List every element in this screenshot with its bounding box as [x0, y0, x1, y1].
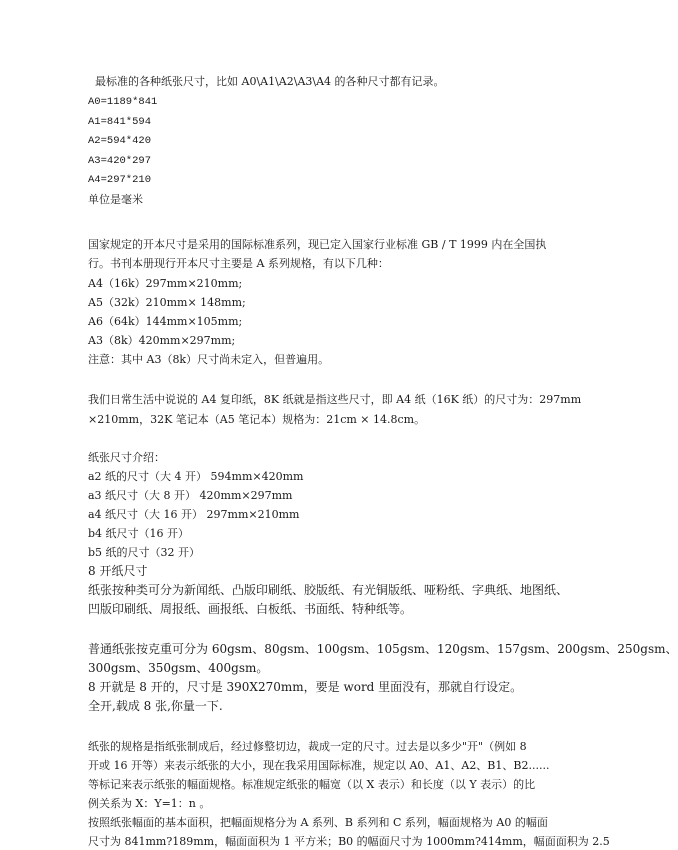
paragraph-line: 按照纸张幅面的基本面积，把幅面规格分为 A 系列、B 系列和 C 系列，幅面规格为 A0 的幅面	[88, 816, 548, 829]
list-item: b4 纸尺寸（16 开）	[88, 527, 190, 540]
note-text: 注意：其中 A3（8k）尺寸尚未定入，但普遍用。	[88, 353, 330, 366]
list-item: 8 开纸尺寸	[88, 564, 148, 578]
paragraph-line: ×210mm，32K 笔记本（A5 笔记本）规格为：21cm × 14.8cm。	[88, 413, 426, 426]
section-heading: 纸张尺寸介绍：	[88, 451, 165, 464]
list-item: A4（16k）297mm×210mm;	[88, 277, 243, 290]
list-item: a2 纸的尺寸（大 4 开） 594mm×420mm	[88, 470, 304, 483]
list-item: a3 纸尺寸（大 8 开） 420mm×297mm	[88, 489, 293, 502]
list-item: A3（8k）420mm×297mm;	[88, 334, 236, 347]
list-item: b5 纸的尺寸（32 开）	[88, 546, 201, 559]
list-item: A6（64k）144mm×105mm;	[88, 315, 243, 328]
paragraph-line: 纸张的规格是指纸张制成后，经过修整切边，裁成一定的尺寸。过去是以多少"开"（例如 8	[88, 740, 527, 753]
paragraph-line: 我们日常生活中说说的 A4 复印纸，8K 纸就是指这些尺寸，即 A4 纸（16K 纸）的尺寸为：297mm	[88, 393, 582, 406]
paragraph-line: 开或 16 开等）来表示纸张的大小，现在我采用国际标准，规定以 A0、A1、A2、B1、B2......	[88, 759, 550, 772]
list-item: A5（32k）210mm× 148mm;	[88, 296, 246, 309]
paragraph-line: 尺寸为 841mm?189mm，幅面面积为 1 平方米；B0 的幅面尺寸为 1000mm?414mm，幅面面积为 2.5	[88, 835, 610, 848]
size-a3: A3=420*297	[88, 155, 152, 167]
paragraph-line: 国家规定的开本尺寸是采用的国际标准系列，现已定入国家行业标准 GB / T 1999 内在全国执	[88, 238, 547, 251]
size-a1: A1=841*594	[88, 116, 152, 128]
size-a0: A0=1189*841	[88, 96, 158, 108]
size-a2: A2=594*420	[88, 135, 152, 147]
paragraph-line: 普通纸张按克重可分为 60gsm、80gsm、100gsm、105gsm、120gsm、157gsm、200gsm、250gsm、	[88, 642, 678, 656]
intro-text: 最标准的各种纸张尺寸，比如 A0\A1\A2\A3\A4 的各种尺寸都有记录。	[95, 75, 445, 88]
size-a4: A4=297*210	[88, 174, 152, 186]
paragraph-line: 凹版印刷纸、周报纸、画报纸、白板纸、书面纸、特种纸等。	[88, 602, 413, 616]
paragraph-line: 行。书刊本册现行开本尺寸主要是 A 系列规格，有以下几种：	[88, 257, 389, 270]
list-item: a4 纸尺寸（大 16 开） 297mm×210mm	[88, 508, 300, 521]
paragraph-line: 全开,载成 8 张,你量一下.	[88, 699, 223, 713]
paragraph-line: 纸张按种类可分为新闻纸、凸版印刷纸、胶版纸、有光铜版纸、哑粉纸、字典纸、地图纸、	[88, 583, 569, 597]
paragraph-line: 例关系为 X：Y=1：n 。	[88, 797, 211, 810]
paragraph-line: 等标记来表示纸张的幅面规格。标准规定纸张的幅宽（以 X 表示）和长度（以 Y 表示）的比	[88, 778, 536, 791]
paragraph-line: 300gsm、350gsm、400gsm。	[88, 661, 269, 675]
unit-note: 单位是毫米	[88, 193, 143, 206]
paragraph-line: 8 开就是 8 开的，尺寸是 390X270mm，要是 word 里面没有，那就自行设定。	[88, 680, 523, 694]
